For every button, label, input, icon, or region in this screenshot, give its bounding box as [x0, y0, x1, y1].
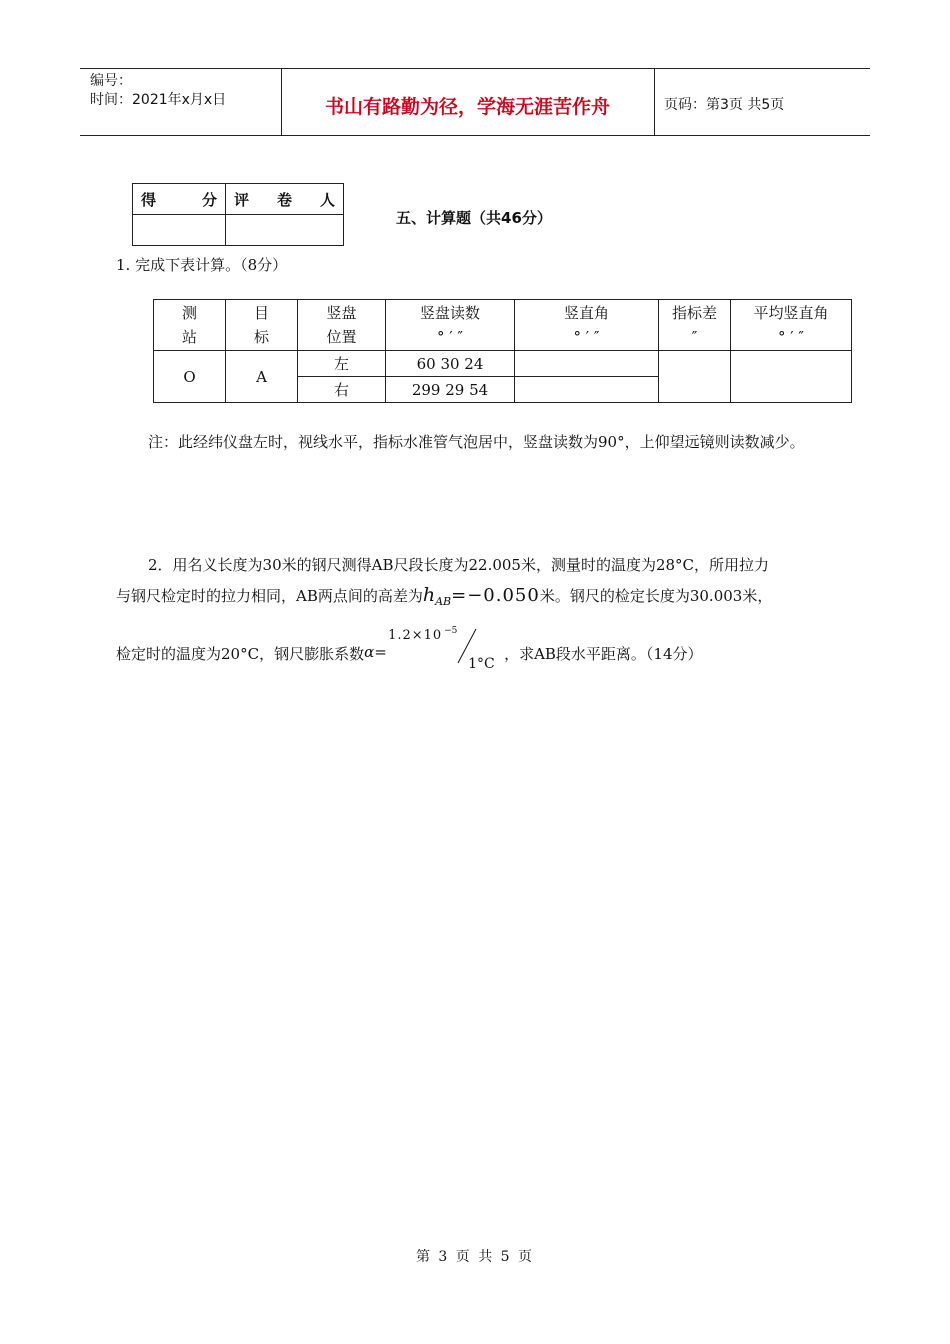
header-meta — [90, 72, 226, 110]
question-2-line3-b: ，求AB段水平距离。（14分） — [504, 645, 703, 663]
score-box — [132, 183, 344, 246]
header-target — [226, 300, 298, 351]
doc-time-label: 时间：2021年x月x日 — [90, 92, 227, 108]
header-reading — [386, 300, 515, 351]
header-index-line1: 指标差 — [671, 304, 717, 322]
header-angle-line2: ° ′ ″ — [573, 328, 600, 346]
header-divider-right — [654, 68, 655, 136]
position-cell: 左 — [298, 351, 386, 377]
reading-cell: 60 30 24 — [386, 351, 515, 377]
header-average-angle — [731, 300, 852, 351]
height-diff-subscript: AB — [435, 595, 452, 608]
header-index-error — [659, 300, 731, 351]
reading-cell: 299 29 54 — [386, 377, 515, 403]
target-cell: A — [226, 351, 298, 403]
average-angle-answer-cell[interactable] — [731, 351, 852, 403]
doc-code-label: 编号： — [90, 73, 132, 89]
section-title: 五、计算题（共46分） — [396, 209, 552, 227]
table-note: 注：此经纬仪盘左时，视线水平，指标水准管气泡居中，竖盘读数为90°，上仰望远镜则读数减少。 — [148, 433, 805, 451]
header-position-line2: 位置 — [326, 328, 357, 346]
question-2 — [116, 550, 852, 671]
grader-label-cell — [226, 184, 344, 215]
table-row — [154, 351, 852, 377]
score-entry-cell[interactable] — [133, 215, 226, 246]
angle-answer-cell[interactable] — [515, 377, 659, 403]
header-angle-line1: 竖直角 — [563, 304, 609, 322]
header-position-line1: 竖盘 — [326, 304, 357, 322]
angle-answer-cell[interactable] — [515, 351, 659, 377]
grader-label-a: 评 — [234, 190, 250, 209]
header-avg-line2: ° ′ ″ — [777, 328, 805, 346]
score-label-cell — [133, 184, 226, 215]
question-2-line2-a: 与钢尺检定时的拉力相同，AB两点间的高差为 — [116, 587, 423, 605]
height-diff-value: =−0.050 — [451, 585, 540, 606]
header-reading-line1: 竖盘读数 — [419, 304, 480, 322]
grader-label-c: 人 — [319, 190, 335, 209]
page-footer: 第 3 页 共 5 页 — [415, 1249, 535, 1265]
position-cell: 右 — [298, 377, 386, 403]
alpha-equals: α= — [364, 643, 387, 661]
question-2-line3 — [116, 627, 852, 671]
question-1-prompt: 1. 完成下表计算。（8分） — [116, 256, 288, 274]
header-index-line2: ″ — [691, 328, 698, 346]
score-label-b: 分 — [201, 190, 217, 209]
grader-label-b: 卷 — [276, 190, 292, 209]
score-label-a: 得 — [141, 190, 157, 209]
header-position — [298, 300, 386, 351]
header-page-label: 页码：第3页 共5页 — [664, 97, 785, 113]
header-reading-line2: ° ′ ″ — [436, 328, 464, 346]
header-station-line1: 测 — [181, 304, 197, 322]
grader-entry-cell[interactable] — [226, 215, 344, 246]
question-2-line2 — [116, 580, 852, 617]
header-target-line1: 目 — [253, 304, 269, 322]
alpha-numerator: 1.2×10 — [388, 628, 443, 643]
question-2-line1: 2．用名义长度为30米的钢尺测得AB尺段长度为22.005米，测量时的温度为28°C，所用拉力 — [148, 556, 770, 574]
table-header-row — [154, 300, 852, 351]
station-cell: O — [154, 351, 226, 403]
alpha-denominator: 1°C — [468, 656, 495, 672]
question-2-line3-a: 检定时的温度为20°C，钢尺膨胀系数 — [116, 645, 365, 663]
header-vertical-angle — [515, 300, 659, 351]
header-station-line2: 站 — [181, 328, 197, 346]
header-target-line2: 标 — [253, 328, 269, 346]
alpha-exponent: −5 — [444, 626, 458, 636]
header-motto: 书山有路勤为径，学海无涯苦作舟 — [324, 96, 610, 118]
question-2-line2-b: 米。钢尺的检定长度为30.003米， — [539, 587, 773, 605]
header-bottom-rule — [80, 135, 870, 136]
expansion-coefficient-formula — [364, 627, 504, 671]
vertical-angle-table — [153, 299, 852, 403]
header-avg-line1: 平均竖直角 — [753, 304, 829, 322]
index-error-answer-cell[interactable] — [659, 351, 731, 403]
header-station — [154, 300, 226, 351]
height-diff-symbol: h — [422, 584, 436, 606]
header-top-rule — [80, 68, 870, 69]
